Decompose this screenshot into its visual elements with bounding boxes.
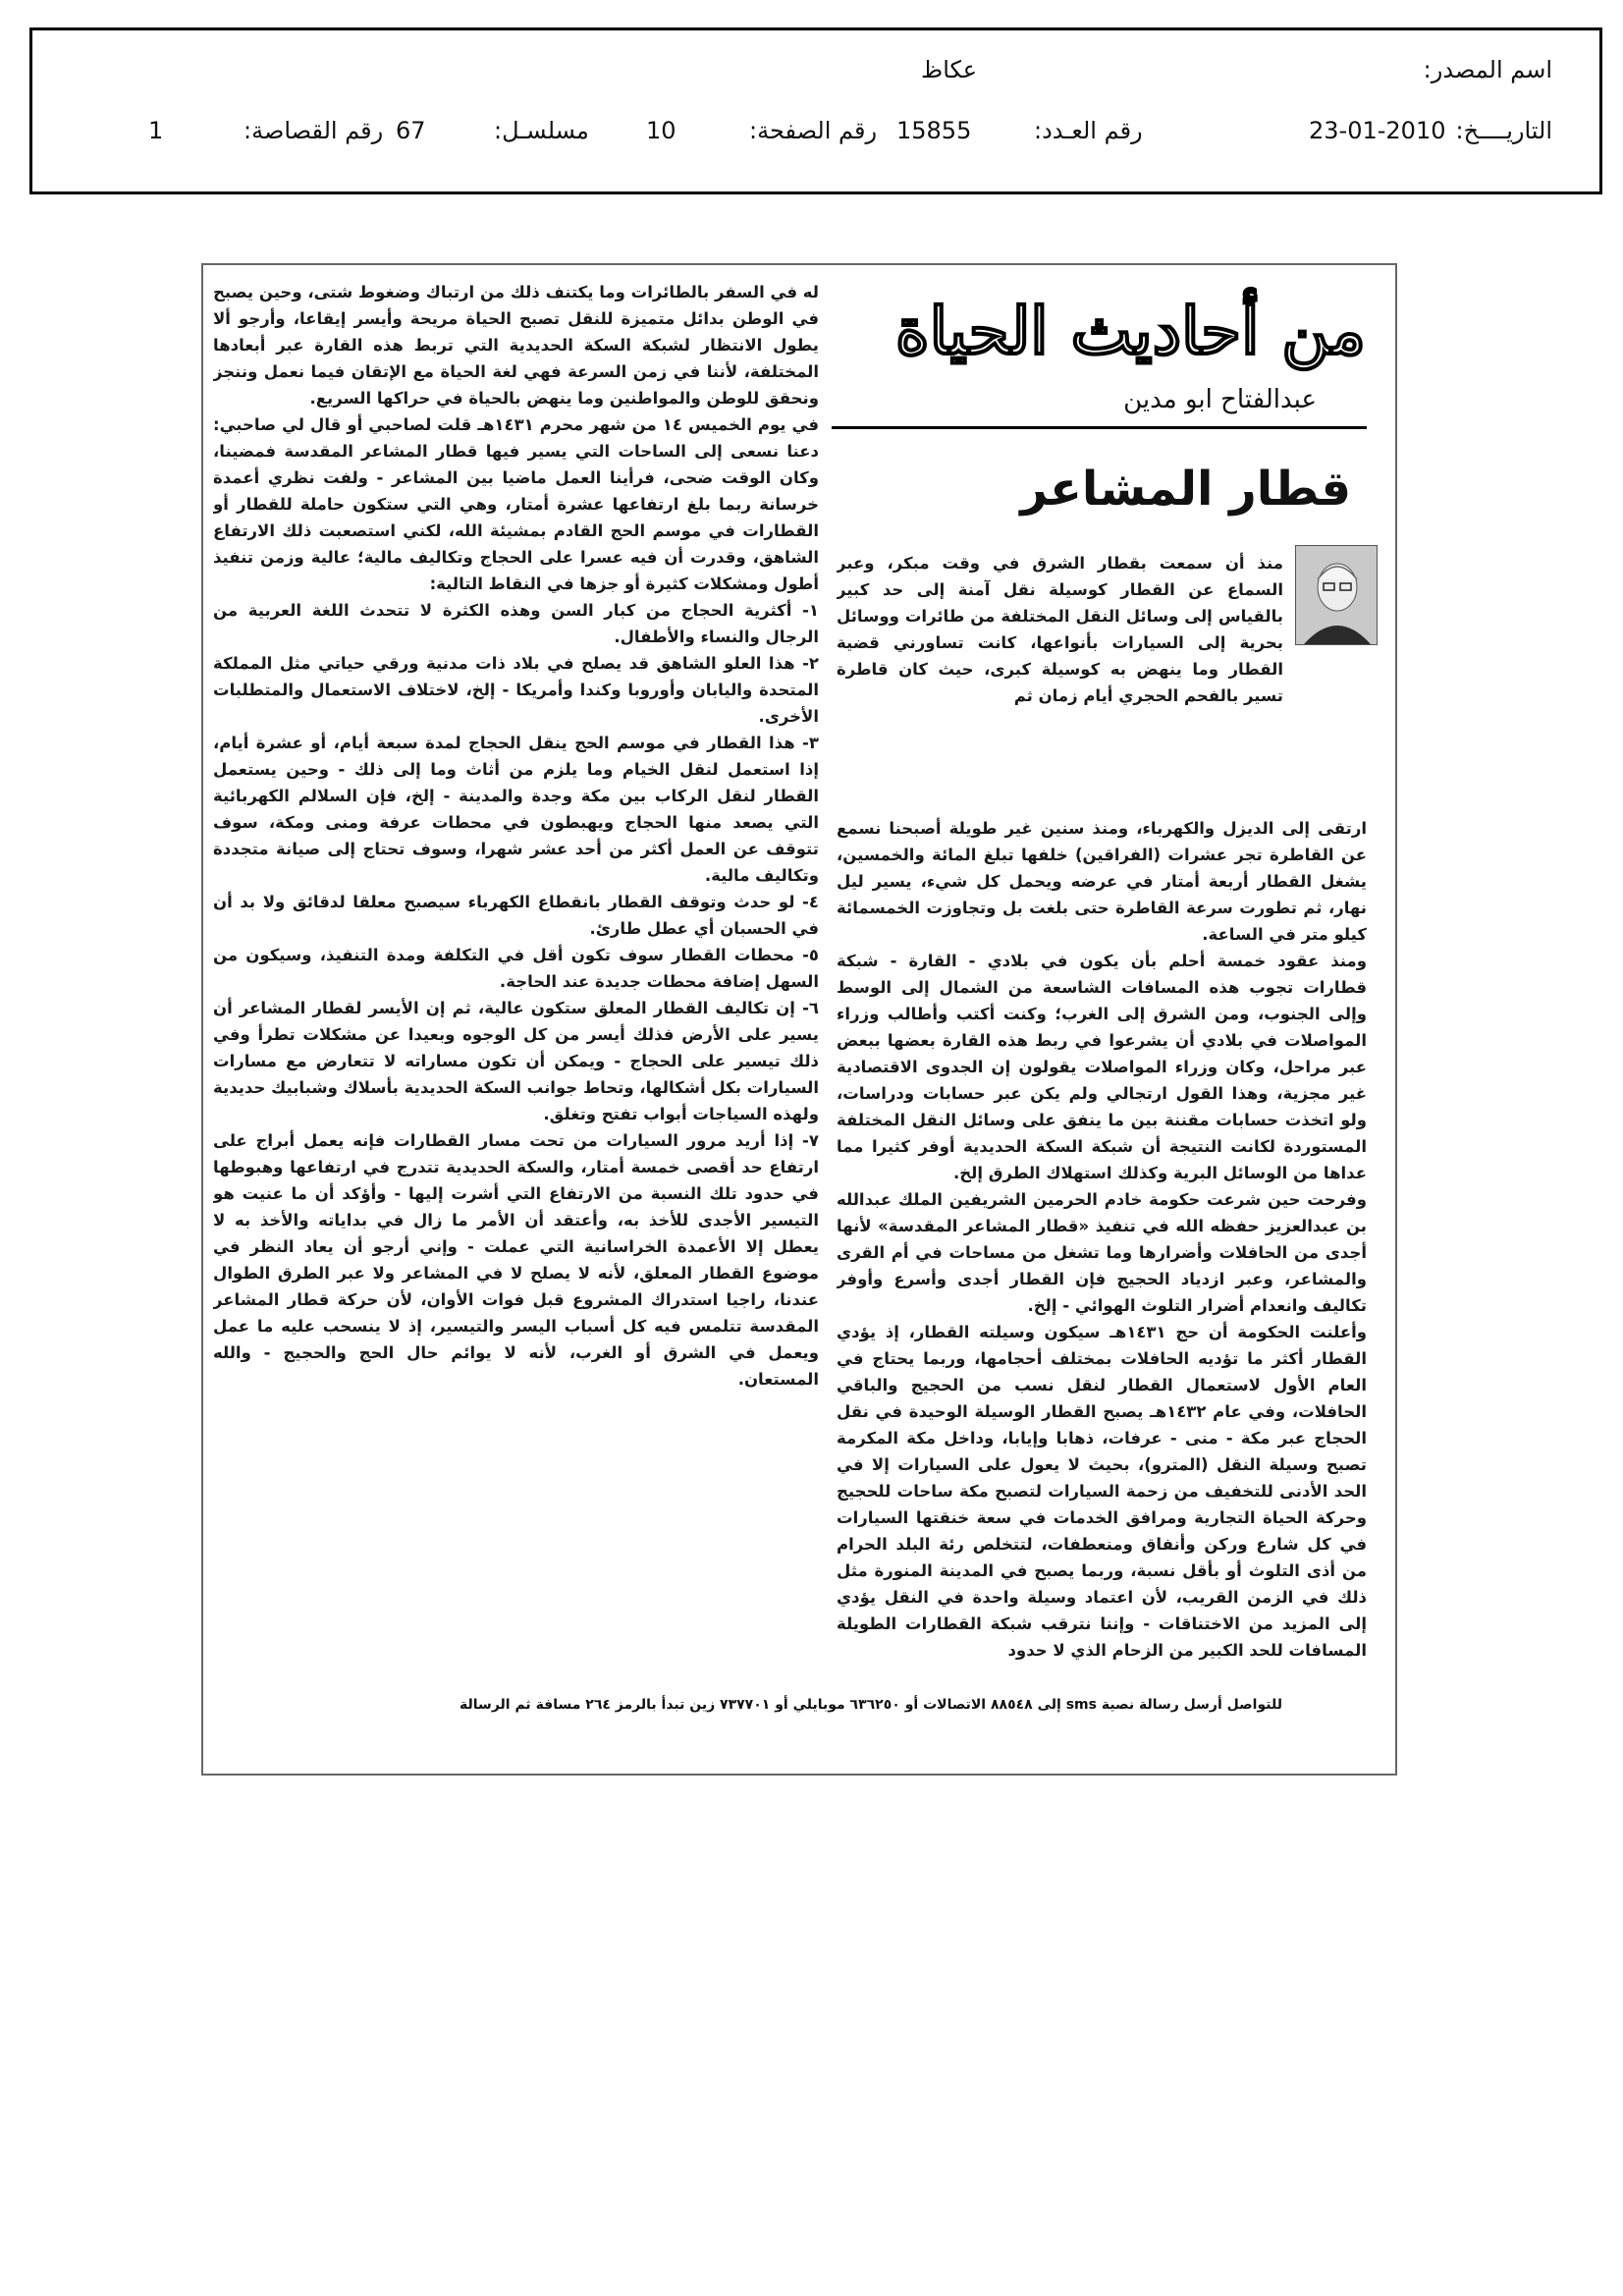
right-column-top [837,550,1283,815]
clipping-header [29,27,1602,194]
author-name: عبدالفتاح ابو مدين [1123,385,1317,414]
list-item: ٤- لو حدث وتوقف القطار بانقطاع الكهرباء سيصبح معلقا لدقائق ولا بد أن في الحسبان أي عطل طارئ. [213,893,819,938]
issue-value: 15855 [896,117,972,144]
serial-value: 67 [396,117,426,144]
list-item: ٦- إن تكاليف القطار المعلق ستكون عالية، ثم إن الأيسر لقطار المشاعر أن يسير على الأرض فذلك أيسر من كل الوجوه وبعيدا عن مشكلات تطرأ وفي ذلك تيسير على الحجاج - ويمكن أن تكون مساراته لا تتعارض مع مسارات السيارات بكل أشكالها، وتحاط جوانب السكة الحديدية بأسلاك وشبابيك حديدية ولهذه السياجات أبواب تفتح وتغلق. [213,999,819,1123]
author-photo [1295,545,1378,645]
clip-value: 1 [148,117,164,144]
list-item: ١- أكثرية الحجاج من كبار السن وهذه الكثرة لا تتحدث اللغة العربية من الرجال والنساء والأطفال. [213,601,819,646]
date-value: 23-01-2010 [1309,117,1446,144]
paragraph: منذ أن سمعت بقطار الشرق في وقت مبكر، وعبر السماع عن القطار كوسيلة نقل آمنة إلى حد كبير بالقياس إلى وسائل النقل المختلفة من طائرات ووسائل بحرية إلى السيارات بأنواعها، كانت تساورني قضية القطار وما ينهض به كوسيلة كبرى، حيث كان قاطرة تسير بالفحم الحجري أيام زمان ثم [837,554,1283,705]
page-label: رقم الصفحة: [749,117,878,144]
list-item: ٥- محطات القطار سوف تكون أقل في التكلفة ومدة التنفيذ، وسيكون من السهل إضافة محطات جديدة عند الحاجة. [213,946,819,991]
issue-label: رقم العـدد: [1034,117,1143,144]
author-divider [832,426,1367,429]
date-label: التاريــــخ: [1455,117,1552,144]
newspaper-clipping [201,263,1397,1776]
article-headline: قطار المشاعر [1020,462,1351,517]
contact-footer: للتواصل أرسل رسالة نصية sms إلى ٨٨٥٤٨ الاتصالات أو ٦٣٦٢٥٠ موبايلي أو ٧٣٧٧٠١ زين تبدأ بالرمز ٢٦٤ مسافة ثم الرسالة [460,1697,1282,1713]
serial-label: مسلسـل: [494,117,589,144]
source-label: اسم المصدر: [1423,56,1552,83]
source-value: عكاظ [921,56,978,83]
author-portrait-icon [1296,546,1377,644]
list-item: ٢- هذا العلو الشاهق قد يصلح في بلاد ذات مدنية ورقي حياتي مثل المملكة المتحدة واليابان وأوروبا وكندا وأمريكا - إلخ، لاختلاف الاستعمال والمتطلبات الأخرى. [213,654,819,726]
page-value: 10 [646,117,676,144]
list-item: ٧- إذا أريد مرور السيارات من تحت مسار القطارات فإنه يعمل أبراج على ارتفاع حد أقصى خمسة أمتار، والسكة الحديدية تتدرج في ارتفاعها وهبوطها في حدود تلك النسبة من الارتفاع التي أشرت إليها - وأؤكد أن ما عنيت هو التيسير الأجدى للأخذ به، وأعتقد أن الأمر ما زال في بداياته والأخذ به لا يعطل إلا الأعمدة الخراسانية التي عملت - وإني أرجو أن يعاد النظر في موضوع القطار المعلق، لأنه لا يصلح لا في المشاعر ولا عبر الطرق الطوال عندنا، راجيا استدراك المشروع قبل فوات الأوان، لأن حركة قطار المشاعر المقدسة تتلمس فيه كل أسباب اليسر والتيسير، إذ لا ينسحب عليه ما عمل ويعمل في الشرق أو الغرب، لأنه لا يوائم حال الحج والحجيج - والله المستعان. [213,1131,819,1389]
paragraph: ومنذ عقود خمسة أحلم بأن يكون في بلادي - القارة - شبكة قطارات تجوب هذه المسافات الشاسعة من الشمال إلى الوسط وإلى الجنوب، ومن الشرق إلى الغرب؛ وكنت أكتب وأطالب وزراء المواصلات في بلادي أن يشرعوا في ربط هذه القارة بعضها ببعض عبر مراحل، وكان وزراء المواصلات يقولون إن الجدوى الاقتصادية غير مجزية، وهذا القول ارتجالي ولم يكن عبر حسابات ودراسات، ولو اتخذت حسابات مقننة بين ما ينفق على وسائل النقل المختلفة المستوردة لكانت النتيجة أن شبكة السكة الحديدية أوفر كثيرا مما عداها من الوسائل البرية وكذلك استهلاك الطرق إلخ. [837,952,1367,1182]
left-column [213,279,819,1673]
series-title: من أحاديث الحياة [894,293,1366,369]
list-item: ٣- هذا القطار في موسم الحج ينقل الحجاج لمدة سبعة أيام، أو عشرة أيام، إذا استعمل لنقل الخيام وما يلزم من أثاث وما إلى ذلك - وحين يستعمل القطار لنقل الركاب بين مكة وجدة والمدينة - إلخ، فإن السلالم الكهربائية التي يصعد منها الحجاج ويهبطون في محطات عرفة ومنى ومكة، سوف تتوقف عن العمل أكثر من أحد عشر شهرا، وسوف تحتاج إلى صيانة متجددة وتكاليف مالية. [213,734,819,885]
paragraph: وفرحت حين شرعت حكومة خادم الحرمين الشريفين الملك عبدالله بن عبدالعزيز حفظه الله في تنفيذ «قطار المشاعر المقدسة» لأنها أجدى من الحافلات وأضرارها وما تشغل من مساحات في أم القرى والمشاعر، وعبر ازدياد الحجيج فإن القطار أجدى وأسرع وأوفر تكاليف وانعدام أضرار التلوث الهوائي - إلخ. [837,1190,1367,1315]
paragraph: في يوم الخميس ١٤ من شهر محرم ١٤٣١هـ قلت لصاحبي أو قال لي صاحبي: دعنا نسعى إلى الساحات التي يسير فيها قطار المشاعر المقدسة فمضينا، وكان الوقت ضحى، فرأينا العمل ماضيا بين المشاعر - ولفت نظري أعمدة خرسانة ربما بلغ ارتفاعها عشرة أمتار، وهي التي ستكون حاملة للقطار أو القطارات في موسم الحج القادم بمشيئة الله، لكني استصعبت ذلك الارتفاع الشاهق، وقدرت أن فيه عسرا على الحجاج وتكاليف مالية؛ عالية وزمن تنفيذ أطول ومشكلات كثيرة أو جزها في النقاط التالية: [213,415,819,593]
right-column [837,815,1367,1679]
paragraph: له في السفر بالطائرات وما يكتنف ذلك من ارتباك وضغوط شتى، وحين يصبح في الوطن بدائل متميزة للنقل تصبح الحياة مريحة وأيسر إيقاعا، وأرجو ألا يطول الانتظار لشبكة السكة الحديدية التي تربط هذه القارة عبر أبعادها المختلفة، لأننا في زمن السرعة فهي لغة الحياة مع الإتقان فيما نعمل وننجز ونحقق للوطن والمواطنين وما ينهض بالحياة في حراكها السريع. [213,283,819,408]
paragraph: ارتقى إلى الديزل والكهرباء، ومنذ سنين غير طويلة أصبحنا نسمع عن القاطرة تجر عشرات (الفراقين) خلفها تبلغ المائة والخمسين، يشغل القطار أربعة أمتار في عرضه ويحمل كل شيء، يسير ليل نهار، ثم تطورت سرعة القاطرة حتى بلغت بل وتجاوزت الخمسمائة كيلو متر في الساعة. [837,819,1367,944]
paragraph: وأعلنت الحكومة أن حج ١٤٣١هـ سيكون وسيلته القطار، إذ يؤدي القطار أكثر ما تؤديه الحافلات بمختلف أحجامها، وربما يحتاج في العام الأول لاستعمال القطار لنقل نسب من الحجيج والباقي الحافلات، وفي عام ١٤٣٢هـ يصبح القطار الوسيلة الوحيدة في نقل الحجاج عبر مكة - منى - عرفات، ذهابا وإيابا، وداخل مكة المكرمة تصبح وسيلة النقل (المترو)، بحيث لا يعول على السيارات إلا في الحد الأدنى للتخفيف من زحمة السيارات لتصبح مكة ساحات للحجيج وحركة الحياة التجارية ومرافق الخدمات في سعة خنقتها السيارات في كل شارع وركن وأنفاق ومنعطفات، لتتخلص رئة البلد الحرام من أذى التلوث أو بأقل نسبة، وربما يصبح في المدينة المنورة مثل ذلك في الزمن القريب، لأن اعتماد وسيلة واحدة في النقل يؤدي إلى المزيد من الاختناقات - وإننا نترقب شبكة القطارات الطويلة المسافات للحد الكبير من الزحام الذي لا حدود [837,1323,1367,1660]
clip-label: رقم القصاصة: [243,117,384,144]
